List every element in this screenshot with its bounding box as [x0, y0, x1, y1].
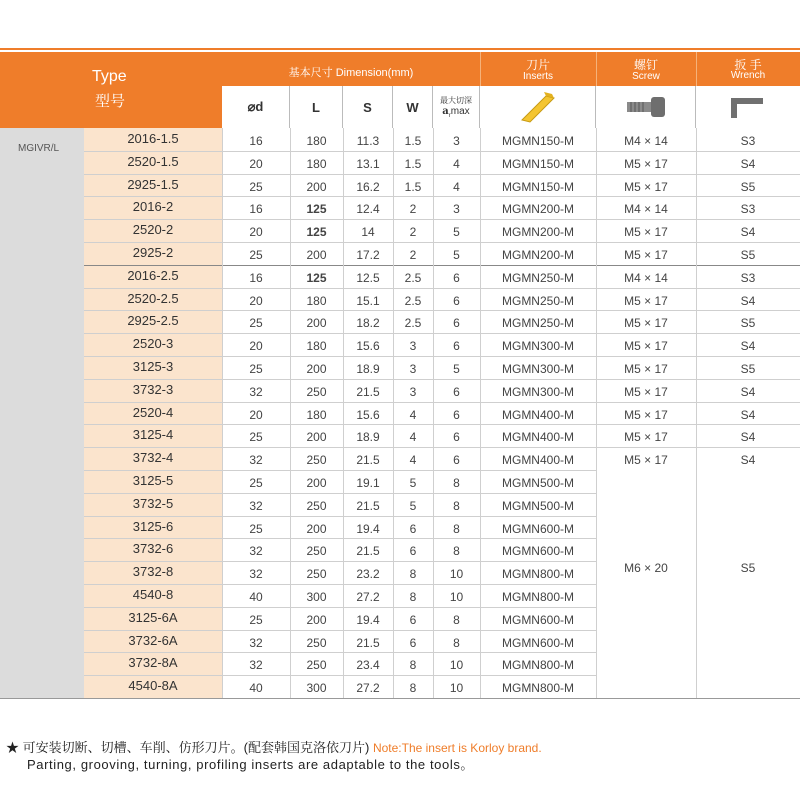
- S-cell: 27.2: [356, 590, 380, 604]
- S-cell: 23.2: [356, 567, 380, 582]
- wrench-cell: S4: [740, 225, 756, 240]
- table-row: [84, 470, 800, 493]
- a-cell: 6: [453, 407, 460, 422]
- W-cell: 6: [409, 544, 417, 559]
- wrench-cell: S5: [740, 179, 756, 194]
- type-cell: 2925-1.5: [127, 176, 179, 192]
- wrench-cell: S5: [740, 248, 756, 262]
- series-column: [0, 128, 84, 698]
- d-cell: 32: [249, 544, 263, 559]
- wrench-cell: S4: [740, 430, 756, 445]
- type-title-cn: 型号: [95, 93, 126, 110]
- L-cell: 200: [306, 430, 327, 445]
- a-cell: 6: [453, 270, 460, 285]
- inserts-title-cn: 刀片: [525, 58, 550, 72]
- star-icon: ★: [6, 740, 20, 755]
- table-row: [84, 652, 800, 675]
- screw-cell: M5 × 17: [624, 453, 668, 468]
- footnote-brand-note: Note:The insert is Korloy brand.: [372, 741, 542, 755]
- S-cell: 14: [361, 225, 375, 240]
- insert-cell: MGMN400-M: [501, 430, 574, 445]
- table-row: [84, 424, 800, 447]
- L-cell: 180: [306, 293, 327, 308]
- wrench-cell: S4: [740, 407, 756, 422]
- series-label: MGIVR/L: [18, 143, 60, 154]
- d-cell: 25: [249, 521, 263, 536]
- W-cell: 8: [409, 567, 417, 582]
- type-cell: 3732-4: [132, 450, 174, 466]
- insert-cell: MGMN600-M: [501, 521, 574, 536]
- a-cell: 3: [453, 202, 460, 217]
- screw-icon-cell: [596, 86, 696, 128]
- S-cell: 19.4: [356, 612, 380, 627]
- W-cell: 3: [409, 339, 417, 354]
- d-cell: 25: [249, 430, 263, 445]
- L-cell: 200: [306, 521, 327, 536]
- type-cell: 2016-2: [132, 199, 174, 215]
- L-cell: 250: [306, 567, 327, 582]
- L-cell: 125: [306, 270, 327, 285]
- d-cell: 25: [249, 248, 263, 262]
- screw-cell: M5 × 17: [624, 316, 668, 331]
- table-row: [84, 151, 800, 174]
- a-cell: 6: [453, 384, 460, 399]
- column-divider: [290, 128, 291, 698]
- screw-cell: M5 × 17: [624, 225, 668, 240]
- insert-cell: MGMN150-M: [501, 156, 574, 171]
- S-cell: 16.2: [356, 179, 380, 194]
- d-cell: 32: [249, 635, 263, 650]
- insert-cell: MGMN200-M: [501, 225, 574, 240]
- d-cell: 40: [249, 590, 263, 604]
- table-row: [84, 379, 800, 402]
- insert-cell: MGMN400-M: [501, 453, 574, 468]
- wrench-cell: S3: [740, 202, 756, 217]
- wrench-cell: S4: [740, 293, 756, 308]
- insert-cell: MGMN800-M: [501, 567, 574, 582]
- type-cell: 3732-8: [132, 564, 174, 580]
- L-cell: 250: [306, 498, 327, 513]
- a-cell: 10: [449, 567, 464, 582]
- W-cell: 2.5: [404, 316, 422, 331]
- L-cell: 200: [306, 362, 327, 376]
- S-cell: 19.4: [356, 521, 380, 536]
- L-cell: 200: [306, 248, 327, 262]
- L-cell: 250: [306, 384, 327, 399]
- S-cell: 18.9: [356, 430, 380, 445]
- table-row: [84, 242, 800, 265]
- L-cell: 180: [306, 134, 327, 148]
- a-cell: 8: [453, 521, 460, 536]
- column-divider: [433, 128, 434, 698]
- W-cell: 8: [409, 590, 417, 604]
- L-cell: 125: [306, 202, 327, 217]
- d-cell: 25: [249, 476, 263, 490]
- S-cell: 21.5: [356, 498, 380, 513]
- L-cell: 250: [306, 658, 327, 673]
- merged-screw: M6 × 20: [624, 561, 668, 575]
- W-cell: 2: [409, 225, 417, 240]
- a-cell: 6: [453, 293, 460, 308]
- L-cell: 180: [306, 156, 327, 171]
- table-row: [84, 675, 800, 698]
- table-row: [84, 516, 800, 539]
- S-cell: 15.1: [356, 293, 380, 308]
- W-cell: 1.5: [404, 179, 422, 194]
- W-cell: 6: [409, 635, 417, 650]
- col-amax-cn: 最大切深: [440, 96, 472, 105]
- col-S-header: S: [343, 86, 393, 128]
- L-cell: 200: [306, 179, 327, 194]
- W-cell: 3: [409, 362, 417, 376]
- table-row: [84, 265, 800, 288]
- S-cell: 18.9: [356, 362, 380, 376]
- insert-cell: MGMN150-M: [501, 134, 574, 148]
- insert-cell: MGMN250-M: [501, 270, 574, 285]
- wrench-cell: S4: [740, 453, 756, 468]
- type-cell: 2520-3: [132, 336, 174, 352]
- wrench-cell: S4: [740, 156, 756, 171]
- column-divider: [393, 128, 394, 698]
- W-cell: 4: [409, 407, 417, 422]
- d-cell: 20: [249, 339, 263, 354]
- screw-icon: [621, 92, 671, 122]
- d-cell: 32: [249, 498, 263, 513]
- W-cell: 4: [409, 453, 417, 468]
- L-cell: 300: [306, 590, 327, 604]
- screw-cell: M5 × 17: [624, 407, 668, 422]
- wrench-cell: S3: [740, 270, 756, 285]
- column-divider: [343, 128, 344, 698]
- insert-cell: MGMN200-M: [501, 202, 574, 217]
- S-cell: 21.5: [356, 453, 380, 468]
- a-cell: 4: [453, 156, 460, 171]
- type-cell: 3732-5: [132, 495, 174, 511]
- wrench-cell: S5: [740, 316, 756, 331]
- type-cell: 3732-8A: [128, 655, 178, 671]
- wrench-title-cn: 扳 手: [734, 58, 762, 72]
- screw-cell: M4 × 14: [624, 134, 668, 148]
- L-cell: 125: [306, 225, 327, 240]
- screw-cell: M5 × 17: [624, 430, 668, 445]
- S-cell: 12.4: [356, 202, 380, 217]
- type-cell: 2520-2.5: [127, 290, 179, 306]
- L-cell: 250: [306, 635, 327, 650]
- footnote-cn-text: 可安装切断、切槽、车削、仿形刀片。(配套韩国克洛依刀片): [22, 740, 370, 755]
- S-cell: 15.6: [356, 339, 380, 354]
- a-cell: 10: [449, 681, 464, 696]
- screw-cell: M5 × 17: [624, 339, 668, 354]
- screw-cell: M4 × 14: [624, 202, 668, 217]
- S-cell: 19.1: [356, 476, 380, 490]
- type-cell: 3125-5: [132, 473, 174, 488]
- type-cell: 3732-3: [132, 381, 174, 397]
- a-cell: 8: [453, 635, 460, 650]
- a-cell: 6: [453, 316, 460, 331]
- insert-cell: MGMN600-M: [501, 612, 574, 627]
- d-cell: 20: [249, 293, 263, 308]
- d-cell: 25: [249, 316, 263, 331]
- insert-cell: MGMN800-M: [501, 590, 574, 604]
- L-cell: 300: [306, 681, 327, 696]
- insert-cell: MGMN200-M: [501, 248, 574, 262]
- a-cell: 8: [453, 476, 460, 490]
- insert-icon: [516, 90, 560, 124]
- W-cell: 8: [409, 658, 417, 673]
- screw-cell: M4 × 14: [624, 270, 668, 285]
- S-cell: 17.2: [356, 248, 380, 262]
- a-cell: 6: [453, 430, 460, 445]
- table-row: [84, 288, 800, 311]
- column-divider: [222, 128, 223, 698]
- insert-cell: MGMN250-M: [501, 293, 574, 308]
- a-cell: 8: [453, 612, 460, 627]
- type-cell: 3125-3: [132, 359, 174, 374]
- d-cell: 32: [249, 567, 263, 582]
- insert-icon-cell: [480, 86, 596, 128]
- column-divider: [696, 128, 697, 698]
- d-cell: 16: [249, 202, 263, 217]
- insert-cell: MGMN150-M: [501, 179, 574, 194]
- W-cell: 5: [409, 476, 417, 490]
- S-cell: 21.5: [356, 544, 380, 559]
- S-cell: 21.5: [356, 635, 380, 650]
- screw-cell: M5 × 17: [624, 248, 668, 262]
- a-cell: 5: [453, 362, 460, 376]
- d-cell: 32: [249, 453, 263, 468]
- dimension-title: 基本尺寸 Dimension(mm): [288, 67, 414, 79]
- d-cell: 16: [249, 270, 263, 285]
- table-row: [84, 584, 800, 607]
- table-row: [84, 607, 800, 630]
- col-d-header: [222, 86, 290, 128]
- table-row: [84, 356, 800, 379]
- wrench-title-en: Wrench: [730, 70, 766, 81]
- type-cell: 4540-8A: [128, 678, 178, 694]
- S-cell: 13.1: [356, 156, 380, 171]
- type-cell: 3732-6A: [128, 632, 178, 648]
- screw-cell: M5 × 17: [624, 362, 668, 376]
- insert-cell: MGMN500-M: [501, 498, 574, 513]
- insert-cell: MGMN800-M: [501, 681, 574, 696]
- S-cell: 12.5: [356, 270, 380, 285]
- insert-cell: MGMN300-M: [501, 362, 574, 376]
- type-cell: 2016-2.5: [127, 267, 179, 283]
- type-cell: 3125-6: [132, 518, 174, 534]
- type-cell: 2520-1.5: [127, 153, 179, 169]
- type-cell: 2520-2: [132, 222, 174, 238]
- col-W-header: W: [393, 86, 433, 128]
- table-row: [84, 493, 800, 516]
- type-cell: 3732-6: [132, 541, 174, 557]
- a-cell: 10: [449, 590, 464, 604]
- table-row: [84, 219, 800, 242]
- d-cell: 20: [249, 407, 263, 422]
- W-cell: 8: [409, 681, 417, 696]
- a-cell: 8: [453, 544, 460, 559]
- footnote-en: Parting, grooving, turning, profiling inserts are adaptable to the tools。: [27, 757, 475, 772]
- d-cell: 16: [249, 134, 263, 148]
- insert-cell: MGMN300-M: [501, 384, 574, 399]
- S-cell: 18.2: [356, 316, 380, 331]
- a-cell: 8: [453, 498, 460, 513]
- d-cell: 32: [249, 384, 263, 399]
- S-cell: 27.2: [356, 681, 380, 696]
- a-cell: 5: [453, 248, 460, 262]
- wrench-cell: S3: [740, 134, 756, 148]
- W-cell: 3: [409, 384, 417, 399]
- type-cell: 2520-4: [132, 404, 174, 420]
- L-cell: 200: [306, 612, 327, 627]
- screw-title-en: Screw: [632, 71, 660, 82]
- L-cell: 200: [306, 316, 327, 331]
- type-cell: 2925-2: [132, 245, 174, 260]
- S-cell: 11.3: [356, 134, 380, 148]
- d-cell: 40: [249, 681, 263, 696]
- W-cell: 2: [409, 248, 417, 262]
- W-cell: 2: [409, 202, 417, 217]
- top-rule: [0, 48, 800, 50]
- type-cell: 4540-8: [132, 587, 174, 602]
- W-cell: 2.5: [404, 270, 422, 285]
- d-cell: 25: [249, 179, 263, 194]
- wrench-icon-cell: [696, 86, 800, 128]
- screw-cell: M5 × 17: [624, 179, 668, 194]
- L-cell: 250: [306, 453, 327, 468]
- type-cell: 2016-1.5: [127, 131, 179, 146]
- a-cell: 6: [453, 339, 460, 354]
- L-cell: 250: [306, 544, 327, 559]
- col-d-label: ⌀d: [247, 99, 264, 114]
- type-cell: 2925-2.5: [127, 313, 179, 329]
- d-cell: 25: [249, 612, 263, 627]
- column-divider: [596, 128, 597, 698]
- W-cell: 1.5: [404, 134, 422, 148]
- screw-cell: M5 × 17: [624, 293, 668, 308]
- table-row: [84, 128, 800, 151]
- insert-cell: MGMN800-M: [501, 658, 574, 673]
- table-row: [84, 630, 800, 653]
- S-cell: 15.6: [356, 407, 380, 422]
- W-cell: 1.5: [404, 156, 422, 171]
- col-L-header: L: [290, 86, 343, 128]
- wrench-cell: S5: [740, 362, 756, 376]
- table-row: [84, 333, 800, 356]
- S-cell: 23.4: [356, 658, 380, 673]
- type-title-en: Type: [92, 68, 127, 85]
- W-cell: 6: [409, 612, 417, 627]
- W-cell: 2.5: [404, 293, 422, 308]
- table-row: [84, 196, 800, 219]
- insert-cell: MGMN300-M: [501, 339, 574, 354]
- S-cell: 21.5: [356, 384, 380, 399]
- L-cell: 180: [306, 407, 327, 422]
- L-cell: 180: [306, 339, 327, 354]
- W-cell: 6: [409, 521, 417, 536]
- insert-cell: MGMN400-M: [501, 407, 574, 422]
- L-cell: 200: [306, 476, 327, 490]
- table-row: [84, 174, 800, 197]
- screw-title-cn: 螺钉: [633, 58, 658, 72]
- wrench-cell: S4: [740, 384, 756, 399]
- a-cell: 3: [453, 134, 460, 148]
- d-cell: 20: [249, 156, 263, 171]
- W-cell: 4: [409, 430, 417, 445]
- screw-cell: M5 × 17: [624, 156, 668, 171]
- a-cell: 4: [453, 179, 460, 194]
- table-row: [84, 447, 800, 470]
- col-amax-header: [433, 86, 480, 128]
- a-cell: 5: [453, 225, 460, 240]
- d-cell: 20: [249, 225, 263, 240]
- table-row: [84, 402, 800, 425]
- table-row: [84, 538, 800, 561]
- type-cell: 3125-4: [132, 427, 174, 443]
- d-cell: 32: [249, 658, 263, 673]
- W-cell: 5: [409, 498, 417, 513]
- insert-cell: MGMN600-M: [501, 635, 574, 650]
- wrench-cell: S4: [740, 339, 756, 354]
- type-cell: 3125-6A: [128, 609, 178, 625]
- screw-cell: M5 × 17: [624, 384, 668, 399]
- wrench-icon: [723, 92, 773, 122]
- col-amax-symbol: $a_r\max$: [442, 106, 470, 119]
- insert-cell: MGMN250-M: [501, 316, 574, 331]
- inserts-title-en: Inserts: [522, 71, 553, 82]
- column-divider: [480, 128, 481, 698]
- a-cell: 10: [449, 658, 464, 673]
- table-row: [84, 310, 800, 333]
- insert-cell: MGMN500-M: [501, 476, 574, 490]
- a-cell: 6: [453, 453, 460, 468]
- d-cell: 25: [249, 362, 263, 376]
- merged-wrench: S5: [740, 561, 756, 575]
- table-bottom-rule: [0, 698, 800, 699]
- insert-cell: MGMN600-M: [501, 544, 574, 559]
